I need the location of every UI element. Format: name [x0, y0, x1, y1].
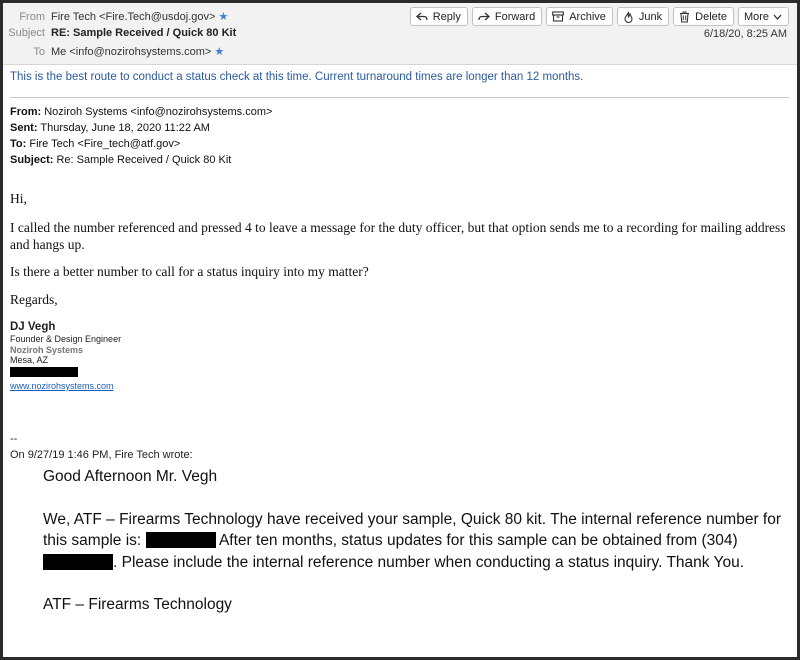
junk-label: Junk — [638, 10, 663, 23]
archive-label: Archive — [569, 10, 606, 23]
forwarded-sent-label: Sent: — [10, 122, 38, 134]
to-row — [3, 45, 224, 58]
quote-header — [10, 431, 193, 463]
more-label: More — [743, 10, 769, 23]
forwarded-from — [10, 104, 272, 120]
forwarded-from-label: From: — [10, 106, 42, 118]
subject-label: Subject — [8, 27, 45, 39]
forwarded-header — [10, 104, 272, 168]
to-label: To — [33, 46, 45, 58]
junk-button[interactable] — [617, 7, 669, 26]
quoted-text: We, ATF – Firearms Technology have received your sample, Quick 80 kit. The internal reference number for this sample is: — [43, 510, 782, 549]
email-window — [3, 3, 797, 657]
message-date: 6/18/20, 8:25 AM — [703, 28, 787, 40]
chevron-down-icon — [773, 14, 782, 20]
signature — [10, 320, 121, 392]
quoted-text: After ten months, status updates for this sample can be obtained from (304) — [215, 532, 738, 549]
reply-notice: This is the best route to conduct a status check at this time. Current turnaround times are longer than 12 months. — [10, 71, 584, 83]
signature-location: Mesa, AZ — [10, 355, 49, 365]
signature-title: Founder & Design Engineer — [10, 334, 122, 344]
signature-company: Noziroh Systems — [10, 344, 84, 355]
to-value[interactable]: Me <info@nozirohsystems.com> — [51, 46, 212, 58]
forwarded-subject-value: Re: Sample Received / Quick 80 Kit — [56, 154, 232, 166]
quoted-signoff: ATF – Firearms Technology — [43, 596, 232, 613]
forward-label: Forward — [494, 10, 536, 23]
trash-icon — [679, 11, 690, 23]
star-icon[interactable]: ★ — [218, 11, 229, 23]
forwarded-to — [10, 136, 272, 152]
quote-attribution: On 9/27/19 1:46 PM, Fire Tech wrote: — [10, 449, 193, 461]
reply-button[interactable] — [410, 7, 468, 26]
star-icon[interactable]: ★ — [214, 46, 225, 58]
forwarded-sent-value: Thursday, June 18, 2020 11:22 AM — [40, 122, 210, 134]
forwarded-from-value: Noziroh Systems <info@nozirohsystems.com> — [44, 106, 273, 118]
delete-label: Delete — [695, 10, 727, 23]
from-row — [3, 10, 228, 23]
forward-icon — [478, 12, 490, 22]
signature-name: DJ Vegh — [10, 321, 56, 333]
delete-button[interactable] — [673, 7, 734, 26]
subject-value: RE: Sample Received / Quick 80 Kit — [51, 27, 237, 39]
quoted-text: . Please include the internal reference number when conducting a status inquiry. Thank You. — [113, 553, 745, 571]
divider — [10, 97, 789, 98]
body-greeting: Hi, — [10, 191, 27, 206]
redacted-block — [10, 366, 121, 380]
forwarded-subject — [10, 152, 272, 168]
forwarded-subject-label: Subject: — [10, 154, 54, 166]
from-value[interactable]: Fire Tech <Fire.Tech@usdoj.gov> — [51, 11, 216, 23]
archive-button[interactable] — [546, 7, 613, 26]
forwarded-sent — [10, 120, 272, 136]
more-button[interactable] — [738, 7, 789, 26]
subject-row — [3, 27, 236, 39]
quoted-message — [43, 466, 783, 616]
redacted-block — [43, 554, 113, 570]
website-link[interactable]: www.nozirohsystems.com — [10, 381, 114, 391]
body-paragraph: Is there a better number to call for a status inquiry into my matter? — [10, 264, 369, 279]
quote-dashes: -- — [10, 433, 18, 445]
junk-icon — [623, 11, 634, 23]
reply-icon — [416, 12, 428, 22]
forward-button[interactable] — [472, 7, 542, 26]
body-paragraph: I called the number referenced and pressed 4 to leave a message for the duty officer, but that option sends me to a recording for mailing address and hangs up. — [10, 220, 786, 252]
archive-icon — [552, 11, 564, 22]
body-closing: Regards, — [10, 292, 58, 307]
forwarded-to-value: Fire Tech <Fire_tech@atf.gov> — [29, 138, 181, 150]
reply-label: Reply — [432, 10, 461, 23]
redacted-block — [146, 532, 216, 548]
quoted-paragraph — [43, 509, 783, 574]
forwarded-to-label: To: — [10, 138, 27, 150]
message-header — [3, 3, 797, 65]
message-toolbar — [410, 7, 789, 26]
from-label: From — [19, 11, 45, 23]
quoted-greeting: Good Afternoon Mr. Vegh — [43, 468, 218, 485]
